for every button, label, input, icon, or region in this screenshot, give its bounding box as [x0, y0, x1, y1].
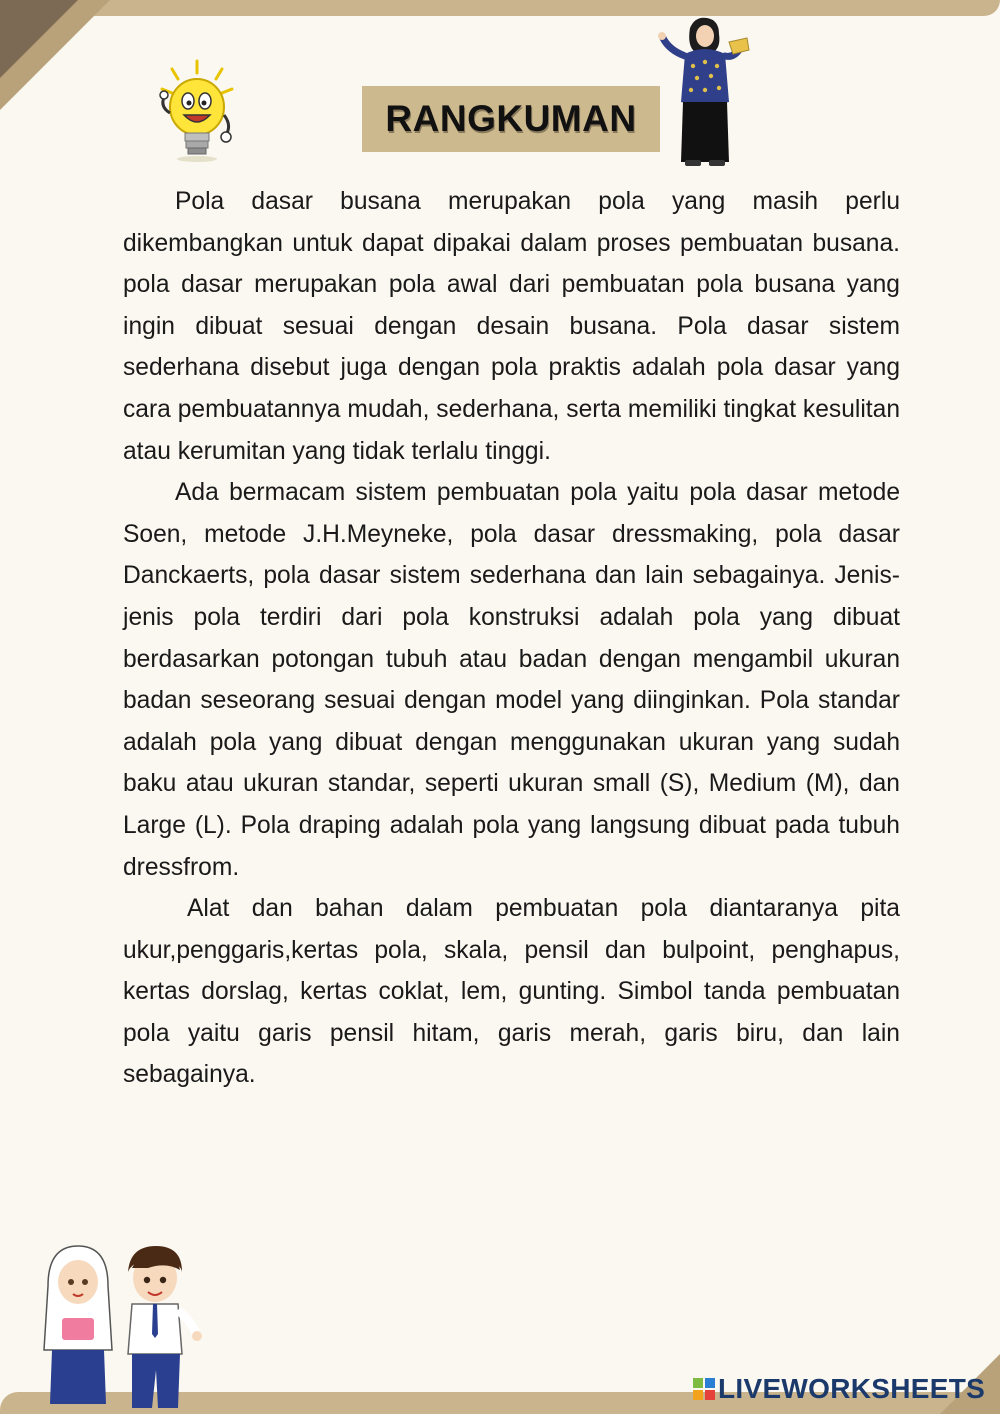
liveworksheets-logo-icon	[693, 1378, 715, 1400]
page-title: RANGKUMAN	[385, 98, 637, 139]
paragraph-3: Alat dan bahan dalam pembuatan pola diantaranya pita ukur,penggaris,kertas pola, skala, pensil dan bulpoint, penghapus, kertas dorslag, kertas coklat, lem, gunting. Simbol tanda pembuatan pola yaitu garis pensil hitam, garis merah, garis biru, dan lain sebagainya.	[123, 895, 900, 1089]
paragraph-2: Ada bermacam sistem pembuatan pola yaitu pola dasar metode Soen, metode J.H.Meyneke, pola dasar dressmaking, pola dasar Danckaerts, pola dasar sistem sederhana dan lain sebagainya. Jenis-jenis pola terdiri dari pola konstruksi adalah pola yang dibuat berdasarkan potongan tubuh atau badan dengan mengambil ukuran badan seseorang sesuai dengan model yang diinginkan. Pola standar adalah pola yang dibuat dengan menggunakan ukuran yang sudah baku atau ukuran standar, seperti ukuran small (S), Medium (M), dan Large (L). Pola draping adalah pola yang langsung dibuat pada tubuh dressfrom.	[123, 479, 900, 881]
title-banner	[362, 86, 660, 152]
students-illustration	[40, 1238, 205, 1414]
teacher-illustration	[655, 14, 755, 174]
lightbulb-mascot-icon	[150, 55, 245, 165]
watermark-text: LIVEWORKSHEETS	[718, 1373, 986, 1404]
liveworksheets-watermark	[693, 1374, 985, 1404]
top-frame-band	[0, 0, 1000, 16]
summary-text	[123, 181, 900, 1096]
paragraph-1: Pola dasar busana merupakan pola yang masih perlu dikembangkan untuk dapat dipakai dalam proses pembuatan busana. pola dasar merupakan pola awal dari pembuatan pola busana yang ingin dibuat sesuai dengan desain busana. Pola dasar sistem sederhana disebut juga dengan pola praktis adalah pola dasar yang cara pembuatannya mudah, sederhana, serta memiliki tingkat kesulitan atau kerumitan yang tidak terlalu tinggi.	[123, 188, 900, 465]
top-left-corner-inner-decoration	[0, 0, 78, 78]
